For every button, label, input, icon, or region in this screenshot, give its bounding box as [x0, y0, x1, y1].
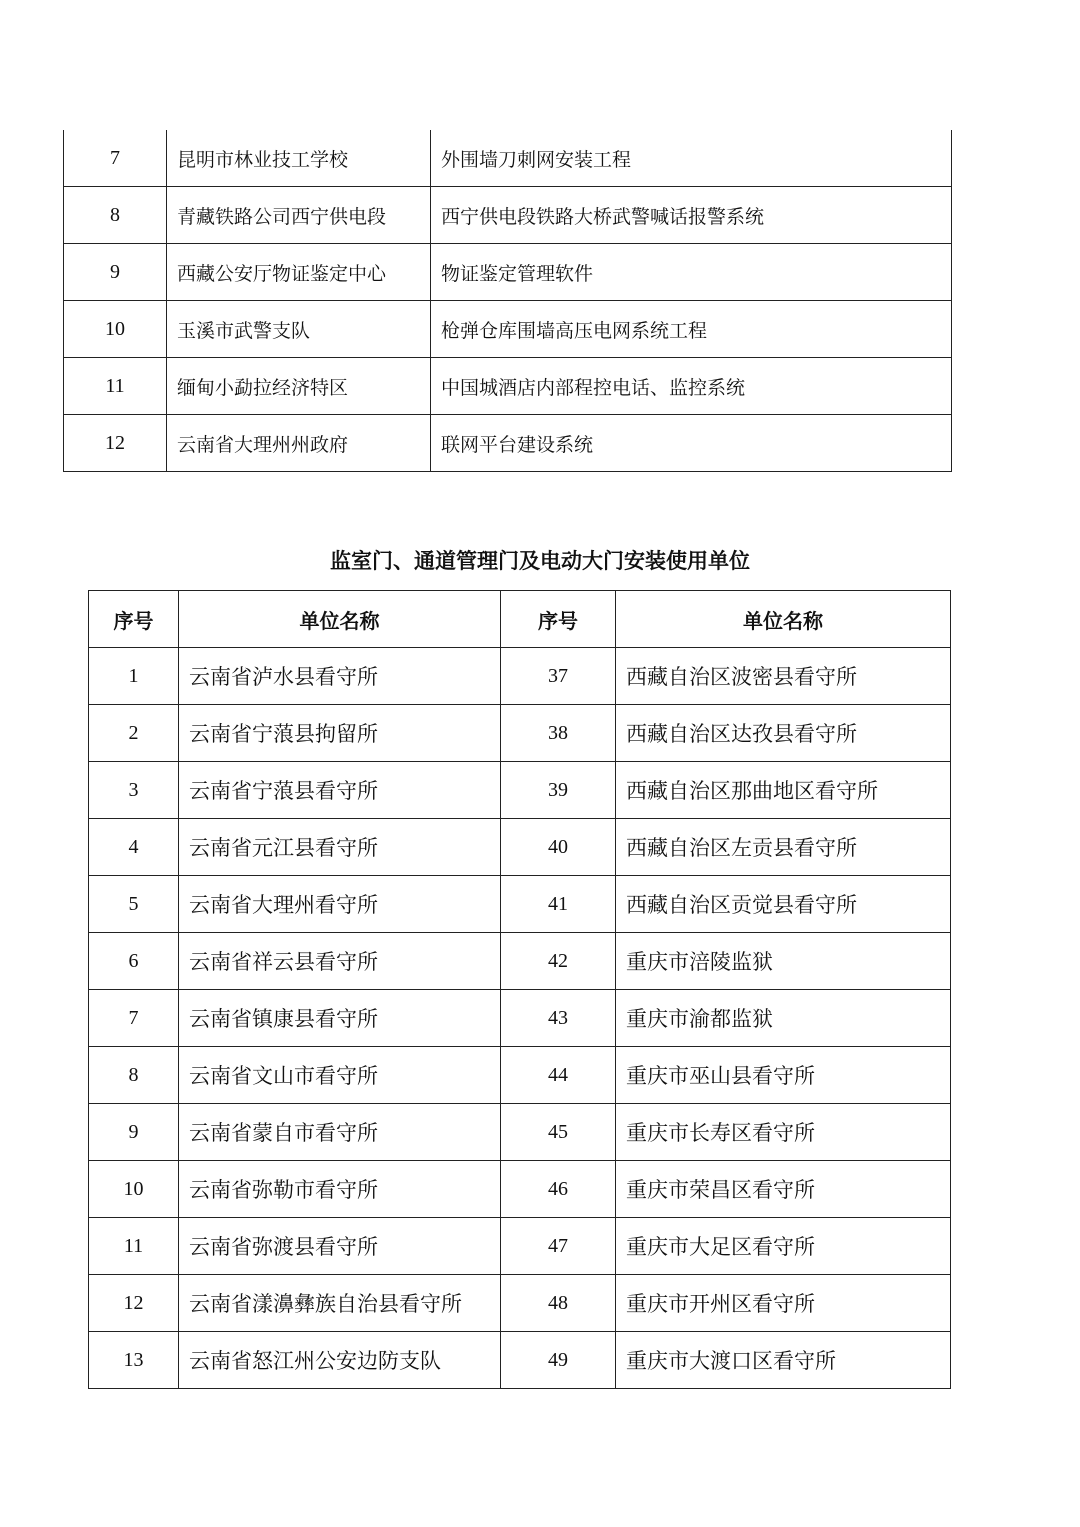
row-unit-name-right: 重庆市大足区看守所 [616, 1218, 951, 1275]
table-row [89, 648, 951, 705]
project-table [63, 130, 952, 472]
row-unit-name-left: 云南省元江县看守所 [179, 819, 501, 876]
table-row [64, 358, 952, 415]
row-serial-left: 8 [89, 1047, 179, 1104]
row-unit-name: 昆明市林业技工学校 [167, 130, 431, 187]
row-unit-name-right: 重庆市渝都监狱 [616, 990, 951, 1047]
row-project-name: 联网平台建设系统 [431, 415, 952, 472]
row-project-name: 西宁供电段铁路大桥武警喊话报警系统 [431, 187, 952, 244]
row-unit-name-left: 云南省宁蒗县拘留所 [179, 705, 501, 762]
row-serial-left: 12 [89, 1275, 179, 1332]
table-row [89, 1275, 951, 1332]
units-table-title: 监室门、通道管理门及电动大门安装使用单位 [330, 549, 750, 573]
table-row [89, 705, 951, 762]
header-serial-left: 序号 [89, 591, 179, 648]
row-unit-name-left: 云南省泸水县看守所 [179, 648, 501, 705]
header-serial-right: 序号 [501, 591, 616, 648]
header-unit-name-left: 单位名称 [179, 591, 501, 648]
table-row [89, 990, 951, 1047]
row-serial-right: 46 [501, 1161, 616, 1218]
row-unit-name-right: 西藏自治区那曲地区看守所 [616, 762, 951, 819]
row-serial-left: 3 [89, 762, 179, 819]
row-serial-right: 43 [501, 990, 616, 1047]
row-unit-name-left: 云南省弥勒市看守所 [179, 1161, 501, 1218]
row-serial: 8 [64, 187, 167, 244]
table-row [89, 933, 951, 990]
row-serial-right: 47 [501, 1218, 616, 1275]
row-unit-name-right: 重庆市大渡口区看守所 [616, 1332, 951, 1389]
row-unit-name-left: 云南省大理州看守所 [179, 876, 501, 933]
row-serial-left: 10 [89, 1161, 179, 1218]
row-serial: 11 [64, 358, 167, 415]
table-row [64, 415, 952, 472]
row-unit-name-right: 重庆市长寿区看守所 [616, 1104, 951, 1161]
row-serial-left: 5 [89, 876, 179, 933]
header-unit-name-right: 单位名称 [616, 591, 951, 648]
row-unit-name-right: 重庆市荣昌区看守所 [616, 1161, 951, 1218]
row-serial-left: 7 [89, 990, 179, 1047]
row-serial-left: 13 [89, 1332, 179, 1389]
row-project-name: 外围墙刀刺网安装工程 [431, 130, 952, 187]
row-serial-left: 4 [89, 819, 179, 876]
row-unit-name-left: 云南省文山市看守所 [179, 1047, 501, 1104]
table-row [64, 130, 952, 187]
row-unit-name: 云南省大理州州政府 [167, 415, 431, 472]
row-serial-right: 48 [501, 1275, 616, 1332]
row-serial-right: 49 [501, 1332, 616, 1389]
row-unit-name-left: 云南省镇康县看守所 [179, 990, 501, 1047]
row-serial: 9 [64, 244, 167, 301]
row-project-name: 枪弹仓库围墙高压电网系统工程 [431, 301, 952, 358]
row-unit-name: 玉溪市武警支队 [167, 301, 431, 358]
row-serial-right: 45 [501, 1104, 616, 1161]
row-serial-right: 38 [501, 705, 616, 762]
row-unit-name-left: 云南省怒江州公安边防支队 [179, 1332, 501, 1389]
row-serial-left: 1 [89, 648, 179, 705]
row-unit-name-left: 云南省蒙自市看守所 [179, 1104, 501, 1161]
row-unit-name-right: 重庆市开州区看守所 [616, 1275, 951, 1332]
row-serial-right: 37 [501, 648, 616, 705]
row-unit-name: 西藏公安厅物证鉴定中心 [167, 244, 431, 301]
row-project-name: 中国城酒店内部程控电话、监控系统 [431, 358, 952, 415]
table-row [89, 819, 951, 876]
row-serial-left: 11 [89, 1218, 179, 1275]
row-unit-name-right: 重庆市涪陵监狱 [616, 933, 951, 990]
row-serial-left: 6 [89, 933, 179, 990]
table-row [89, 1218, 951, 1275]
row-unit-name-left: 云南省祥云县看守所 [179, 933, 501, 990]
row-project-name: 物证鉴定管理软件 [431, 244, 952, 301]
table-row [64, 187, 952, 244]
row-serial: 12 [64, 415, 167, 472]
row-serial: 10 [64, 301, 167, 358]
units-table-header-row [89, 591, 951, 648]
row-unit-name-right: 重庆市巫山县看守所 [616, 1047, 951, 1104]
project-table-body [64, 130, 952, 472]
row-unit-name-right: 西藏自治区波密县看守所 [616, 648, 951, 705]
row-serial-right: 39 [501, 762, 616, 819]
table-row [89, 762, 951, 819]
row-serial-right: 40 [501, 819, 616, 876]
units-table [88, 590, 951, 1389]
table-row [89, 1104, 951, 1161]
row-unit-name: 青藏铁路公司西宁供电段 [167, 187, 431, 244]
row-serial-right: 42 [501, 933, 616, 990]
row-unit-name: 缅甸小勐拉经济特区 [167, 358, 431, 415]
row-unit-name-right: 西藏自治区贡觉县看守所 [616, 876, 951, 933]
table-row [64, 301, 952, 358]
table-row [89, 1047, 951, 1104]
row-unit-name-left: 云南省弥渡县看守所 [179, 1218, 501, 1275]
table-row [89, 876, 951, 933]
row-serial-right: 41 [501, 876, 616, 933]
table-row [89, 1332, 951, 1389]
row-unit-name-right: 西藏自治区达孜县看守所 [616, 705, 951, 762]
row-unit-name-right: 西藏自治区左贡县看守所 [616, 819, 951, 876]
units-table-body [89, 648, 951, 1389]
row-serial-right: 44 [501, 1047, 616, 1104]
row-unit-name-left: 云南省宁蒗县看守所 [179, 762, 501, 819]
table-row [64, 244, 952, 301]
row-serial-left: 2 [89, 705, 179, 762]
table-row [89, 1161, 951, 1218]
row-unit-name-left: 云南省漾濞彝族自治县看守所 [179, 1275, 501, 1332]
row-serial-left: 9 [89, 1104, 179, 1161]
row-serial: 7 [64, 130, 167, 187]
